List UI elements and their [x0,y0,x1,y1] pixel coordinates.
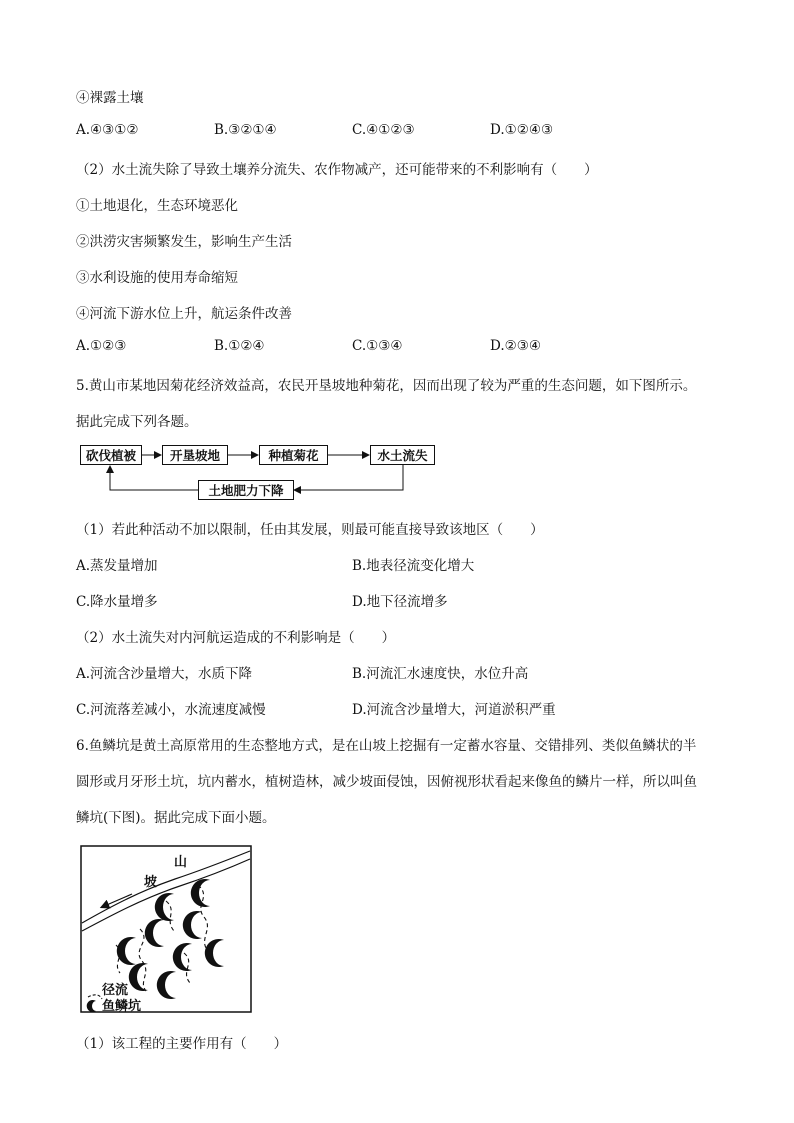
flow-box-soil-erosion: 水土流失 [370,445,435,465]
q4-sub2-item-3: ③水利设施的使用寿命缩短 [76,270,238,286]
q4-item-4: ④裸露土壤 [76,90,144,106]
q6-stem-line-2: 圆形或月牙形土坑，坑内蓄水，植树造林，减少坡面侵蚀，因俯视形状看起来像鱼的鳞片一样，所以叫鱼 [76,774,697,790]
q5-sub2-option-d: D.河流含沙量增大，河道淤积严重 [352,702,556,718]
flow-box-fertility-decline: 土地肥力下降 [198,480,294,500]
label-slope: 坡 [144,875,158,890]
q6-stem-line-1: 6.鱼鳞坑是黄土高原常用的生态整地方式，是在山坡上挖掘有一定蓄水容量、交错排列、类似鱼鳞状的半 [76,738,697,754]
q4-sub2-stem: （2）水土流失除了导致土壤养分流失、农作物减产，还可能带来的不利影响有（ ） [76,162,598,178]
q4-sub2-option-b: B.①②④ [214,338,265,354]
flow-arrow-5 [110,466,198,490]
q4-sub1-option-d: D.①②④③ [490,122,554,138]
q4-sub1-option-a: A.④③①② [76,122,139,138]
q5-sub2-option-c: C.河流落差减小，水流速度减慢 [76,702,266,718]
q4-sub2-option-d: D.②③④ [490,338,541,354]
q5-sub1-stem: （1）若此种活动不加以限制，任由其发展，则最可能直接导致该地区（ ） [76,522,544,538]
q5-flow-diagram [76,440,436,500]
q5-sub1-option-a: A.蒸发量增加 [76,558,158,574]
q5-sub1-option-d: D.地下径流增多 [352,594,448,610]
q5-stem-line-2: 据此完成下列各题。 [76,414,198,430]
q5-stem-line-1: 5.黄山市某地因菊花经济效益高，农民开垦坡地种菊花，因而出现了较为严重的生态问题，如下图所示。 [76,378,697,394]
flow-box-reclaim-slope: 开垦坡地 [162,445,228,465]
q5-sub2-option-a: A.河流含沙量增大，水质下降 [76,666,253,682]
q5-sub2-option-b: B.河流汇水速度快，水位升高 [352,666,529,682]
q4-sub2-item-2: ②洪涝灾害频繁发生，影响生产生活 [76,234,292,250]
q4-sub1-option-c: C.④①②③ [352,122,415,138]
flow-box-cut-vegetation: 砍伐植被 [80,445,142,465]
q4-sub2-option-c: C.①③④ [352,338,403,354]
q5-sub1-option-b: B.地表径流变化增大 [352,558,475,574]
legend-pit-label: 鱼鳞坑 [102,999,142,1014]
q4-sub2-item-4: ④河流下游水位上升，航运条件改善 [76,306,292,322]
fish-scale-pit-figure [80,845,252,1013]
legend-runoff-label: 径流 [102,983,129,998]
q4-sub2-item-1: ①土地退化，生态环境恶化 [76,198,238,214]
q6-stem-line-3: 鳞坑(下图)。据此完成下面小题。 [76,810,276,826]
label-mountain: 山 [174,855,188,870]
q5-sub2-stem: （2）水土流失对内河航运造成的不利影响是（ ） [76,630,396,646]
q4-sub2-option-a: A.①②③ [76,338,127,354]
q4-sub1-option-b: B.③②①④ [214,122,277,138]
q5-sub1-option-c: C.降水量增多 [76,594,158,610]
flow-box-plant-chrysanthemum: 种植菊花 [259,445,328,465]
q6-sub1-stem: （1）该工程的主要作用有（ ） [76,1036,288,1052]
flow-arrow-4 [294,465,403,490]
